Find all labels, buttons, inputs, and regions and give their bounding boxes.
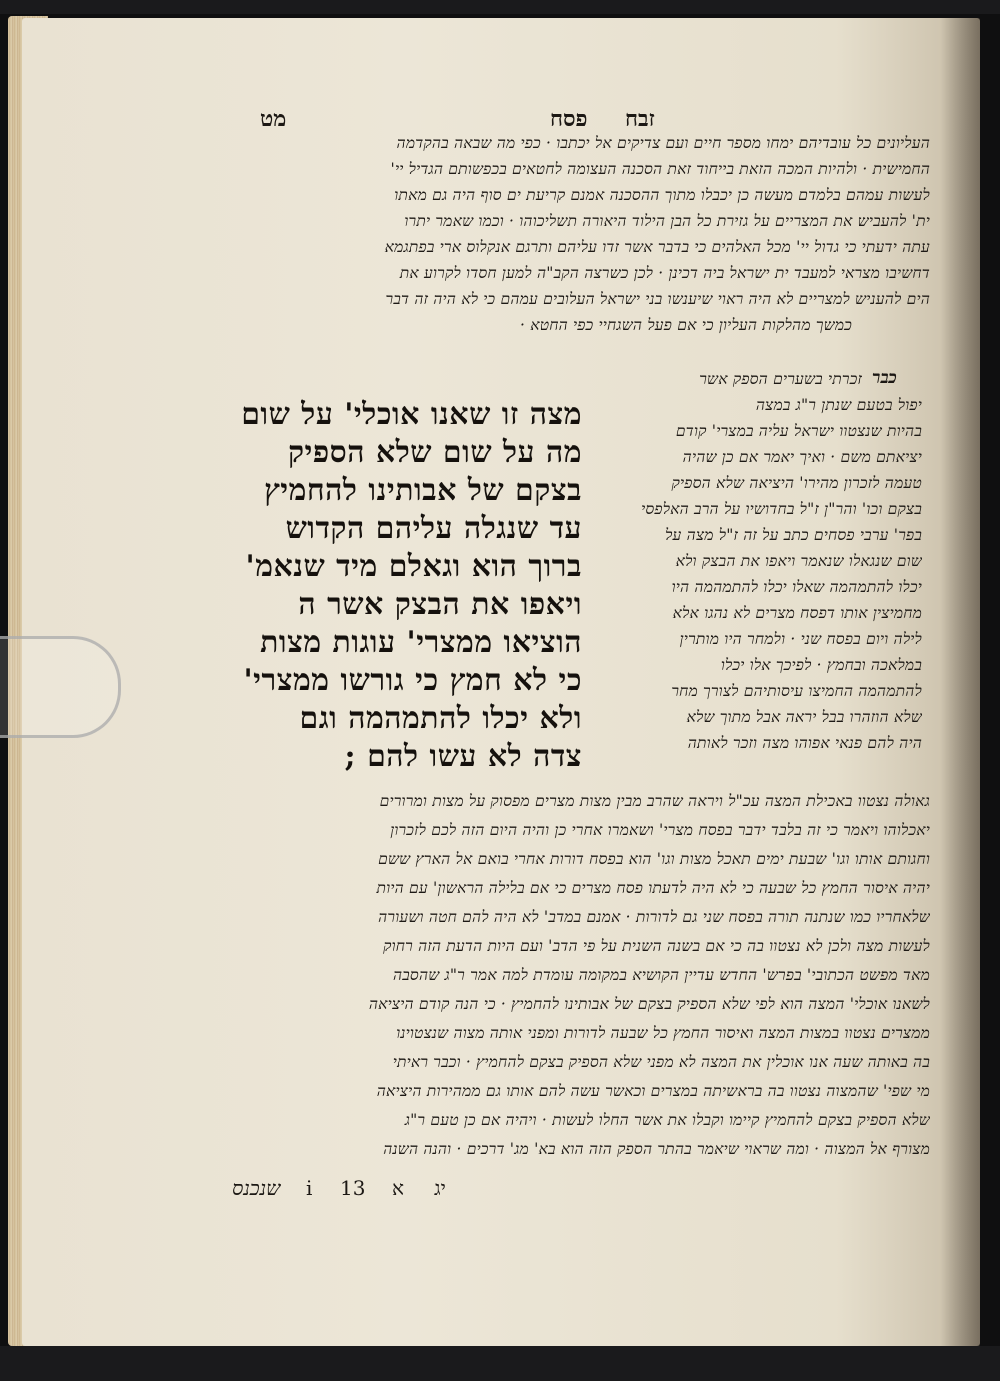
book-page [22,18,980,1346]
bottom-line: גאולה נצטוו באכילת המצה עכ"ל ויראה שהרב מבין מצות מצרים מפסוק על מצות ומרורים [379,792,930,810]
main-text-line: בצקם של אבותינו להחמיץ [264,473,582,508]
bottom-line: שלא הספיק בצקם להחמיץ קיימו וקבלו את אשר החלו לעשות · ויהיה אם כן טעם ר"ג [404,1111,930,1129]
running-title-word-2: פסח [550,106,588,132]
bottom-line: שלאחריו כמו שנתנה תורה בפסח שני גם לדורות · אמנם במדב' לא היה להם חטה ושעורה [378,908,930,926]
top-line: ית' להעביש את המצריים על גזירת כל הבן הילוד היאורה תשליכוהו · וכמו שאמר יתרו [404,212,930,230]
commentary-line: שום שנגאלו שנאמר ויאפו את הבצק ולא [675,552,922,570]
bottom-line: מי שפי' שהמצוה נצטוו בה בראשיתה במצרים וכאשר עשה להם אותו גם ממהירות היציאה [376,1082,930,1100]
bottom-line: לשאנו אוכלי' המצה הוא לפי שלא הספיק בצקם של אבותינו להחמיץ · כי הנה קודם היציאה [368,995,930,1013]
bottom-line: יהיה איסור החמץ כל שבעה כי לא היה לדעתו פסח מצרים כי אם בלילה הראשון' עם היות [376,879,930,897]
main-text-line: ויאפו את הבצק אשר ה [298,587,582,622]
main-text-line: מצה זו שאנו אוכלי' על שום [241,397,582,432]
top-line: הים להעניש למצריים לא היה ראוי שיענשו בני ישראל העלובים עמהם כי לא היה זה דבר [385,290,930,308]
bottom-line: בה באותה שעה אנו אוכלין את המצה לא מפני שלא הספיק בצקם להחמיץ · וכבר ראיתי [392,1053,930,1071]
main-text-line: ולא יכלו להתמהמה וגם [299,701,582,736]
commentary-line: יציאתם משם · ואיך יאמר אם כן שהיה [682,448,922,466]
top-line: לעשות עמהם בלמדם מעשה כן יכבלו מתוך ההסכנה אמנם קריעת ים סוף היה גם מאתו [394,186,930,204]
signature-mark: 13 [340,1176,366,1200]
signature-mark: i [306,1176,313,1200]
commentary-initial-word: כבר [872,368,897,388]
bottom-line: לעשות מצה ולכן לא נצטוו בה כי אם בשנה השנית על פי הדב' ועם היות הדעת הזה רחוק [383,937,930,955]
spine-shadow [940,18,980,1346]
commentary-line: יפול בטעם שנתן ר"ג במצה [755,396,922,414]
running-title-word-1: זבח [625,106,655,132]
commentary-line: בהיות שנצטוו ישראל עליה במצרי' קודם [675,422,922,440]
signature-mark: א [392,1176,405,1200]
bottom-line: וחגותם אותו וגו' שבעת ימים תאכל מצות וגו' הוא בפסח דורות אחרי בואם אל הארץ ששם [378,850,930,868]
top-line: כמשך מהלקות העליון כי אם פעל השגחיי כפי החטא · [519,316,852,334]
main-text-line: עד שנגלה עליהם הקדוש [285,511,582,546]
bottom-line: יאכלוהו ויאמר כי זה בלבד ידבר בפסח מצרי' ושאמרו אחרי כן והיה היום הזה לכם לזכרון [390,821,930,839]
commentary-line: בפר' ערבי פסחים כתב על זה ז"ל מצה על [665,526,922,544]
commentary-line: מחמיצין אותו דפסח מצרים לא נהגו אלא [672,604,922,622]
bottom-line: מאד מפשט הכתובי' בפרש' החדש עדיין הקושיא במקומה עומדת למה אמר ר"ג שהסבה [392,966,930,984]
commentary-line: זכרתי בשערים הספק אשר [699,370,862,388]
bottom-line: מצורף אל המצוה · ומה שראוי שיאמר בהתר הספק הזה הוא בא' מג' דרכים · והנה השנה [383,1140,930,1158]
top-line: עתה ידעתי כי גדול יי' מכל האלהים כי בדבר אשר זדו עליהם ותרגם אנקלוס ארי בפתגמא [384,238,930,256]
main-text-line: ברוך הוא וגאלם מיד שנאמ' [245,549,582,584]
commentary-line: יכלו להתמהמה שאלו יכלו להתמהמה היו [671,578,922,596]
main-text-line: הוציאו ממצרי' עוגות מצות [260,625,582,660]
commentary-line: טעמה לזכרון מהירו' היציאה שלא הספיק [671,474,922,492]
main-text-line: צדה לא עשו להם ; [344,739,582,774]
commentary-line: היה להם פנאי אפוהו מצה וזכר לאותה [687,734,922,752]
commentary-line: להתמהמה החמיצו עיסותיהם לצורך מחר [671,682,922,700]
main-text-line: כי לא חמץ כי גורשו ממצרי' [243,663,582,698]
signature-mark: יג [434,1176,446,1200]
catchword: שנכנס [232,1176,281,1200]
commentary-line: בצקם וכו' והר"ן ז"ל בחדושיו על הרב האלפסי [641,500,922,518]
top-line: העליונים כל עובדיהם ימחו מספר חיים ועם צדיקים אל יכתבו · כפי מה שבאה בהקדמה [396,134,930,152]
bottom-line: ממצרים נצטוו במצות המצה ואיסור החמץ כל שבעה לדורות ומפני אותה מצוה שנצטוינו [396,1024,930,1042]
commentary-line: במלאכה ובחמץ · לפיכך אלו יכלו [720,656,922,674]
folio-number: מט [260,106,287,132]
page-clip [0,636,121,738]
top-line: דחשיבו מצראי למעבד ית ישראל ביה דכינן · לכן כשרצה הקב"ה למען חסדו לקרוע את [399,264,930,282]
scan-background-bottom [0,1346,1000,1381]
scan-background-top [0,0,1000,14]
top-line: החמישית · ולהיות המכה הזאת בייחוד זאת הסכנה העצומה לחטאים בכפשותם הגדיל יי' [390,160,930,178]
main-text-line: מה על שום שלא הספיק [287,435,582,470]
commentary-line: שלא הוזהרו בבל יראה אבל מתוך שלא [686,708,922,726]
commentary-line: לילה ויום בפסח שני · ולמחר היו מותרין [679,630,922,648]
